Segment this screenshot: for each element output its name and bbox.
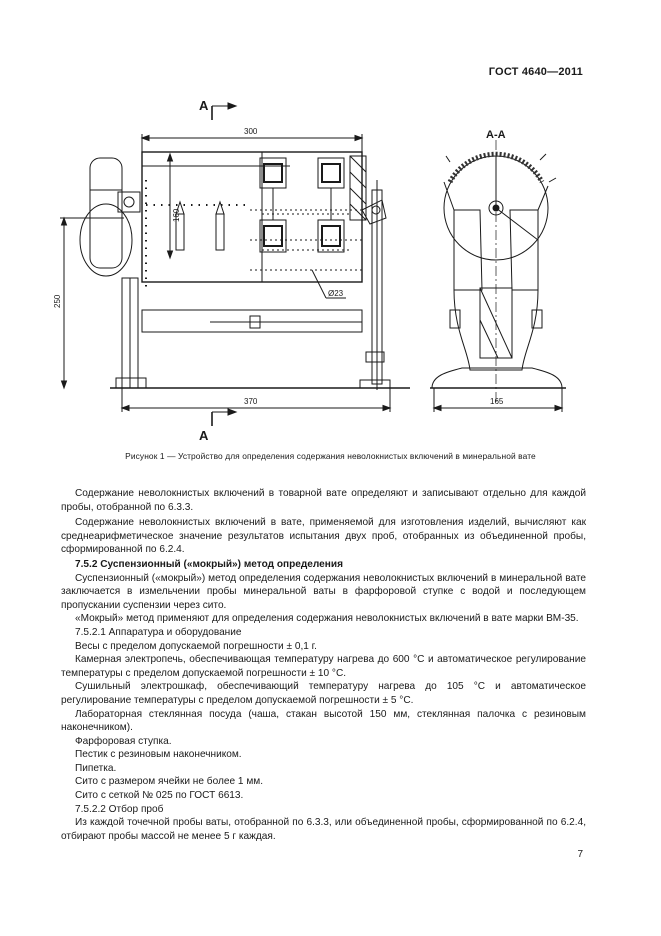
paragraph: Камерная электропечь, обеспечивающая температуру нагрева до 600 °С и автоматическое регулирование температуры с пределом допускаемой погрешности ± 10 °С. (61, 654, 586, 679)
label-dim-300: 300 (244, 127, 258, 136)
label-section-aa: А-А (486, 129, 506, 141)
technical-drawing (50, 90, 590, 440)
paragraph: Суспензионный («мокрый») метод определения содержания неволокнистых включений в минеральной вате заключается в измельчении пробы минеральной ваты в фарфоровой ступке с водой и последующем пропускании суспензии через сито. (61, 572, 586, 611)
paragraph: Пипетка. (75, 762, 117, 774)
subsection-heading-7-5-2-2: 7.5.2.2 Отбор проб (75, 803, 164, 815)
paragraph: Пестик с резиновым наконечником. (75, 749, 242, 761)
body-text (61, 487, 586, 843)
label-dim-370: 370 (244, 397, 258, 406)
label-section-a-top: А (199, 98, 209, 113)
section-heading-7-5-2: 7.5.2 Суспензионный («мокрый») метод определения (75, 558, 343, 570)
label-section-a-bottom: А (199, 428, 209, 440)
paragraph: Содержание неволокнистых включений в товарной вате определяют и записывают отдельно для каждой пробы, отобранной по 6.3.3. (61, 488, 586, 513)
paragraph: Из каждой точечной пробы ваты, отобранной по 6.3.3, или объединенной пробы, сформированной по 6.2.4, отбирают пробы массой не менее 5 г каждая. (61, 817, 586, 842)
paragraph: Лабораторная стеклянная посуда (чаша, стакан высотой 150 мм, стеклянная палочка с резиновым наконечником). (61, 708, 586, 734)
paragraph: Сушильный электрошкаф, обеспечивающий температуру нагрева до 105 °С и автоматическое регулирование температуры с пределом допускаемой погрешности ± 5 °С. (61, 681, 586, 706)
figure-caption: Рисунок 1 — Устройство для определения содержания неволокнистых включений в минеральной вате (125, 451, 536, 461)
document-code: ГОСТ 4640—2011 (488, 66, 583, 78)
label-dim-250: 250 (53, 294, 62, 308)
paragraph: Фарфоровая ступка. (75, 735, 172, 747)
label-dim-165: 165 (490, 397, 504, 406)
paragraph: «Мокрый» метод применяют для определения содержания неволокнистых включений в вате марки ВМ-35. (75, 613, 579, 625)
paragraph: Сито с размером ячейки не более 1 мм. (75, 776, 263, 788)
subsection-heading-7-5-2-1: 7.5.2.1 Аппаратура и оборудование (75, 626, 242, 638)
label-dim-d23: Ø23 (328, 289, 344, 298)
paragraph: Весы с пределом допускаемой погрешности ± 0,1 г. (75, 640, 317, 652)
drawing-canvas (50, 90, 590, 440)
paragraph: Сито с сеткой № 025 по ГОСТ 6613. (75, 790, 244, 802)
paragraph: Содержание неволокнистых включений в вате, применяемой для изготовления изделий, вычисляют как среднеарифметическое значение результатов испытания двух проб, отобранных из объединенной пробы, сформированной по 6.2.4. (61, 517, 586, 556)
label-dim-160: 160 (172, 208, 181, 222)
page-number: 7 (577, 849, 583, 860)
